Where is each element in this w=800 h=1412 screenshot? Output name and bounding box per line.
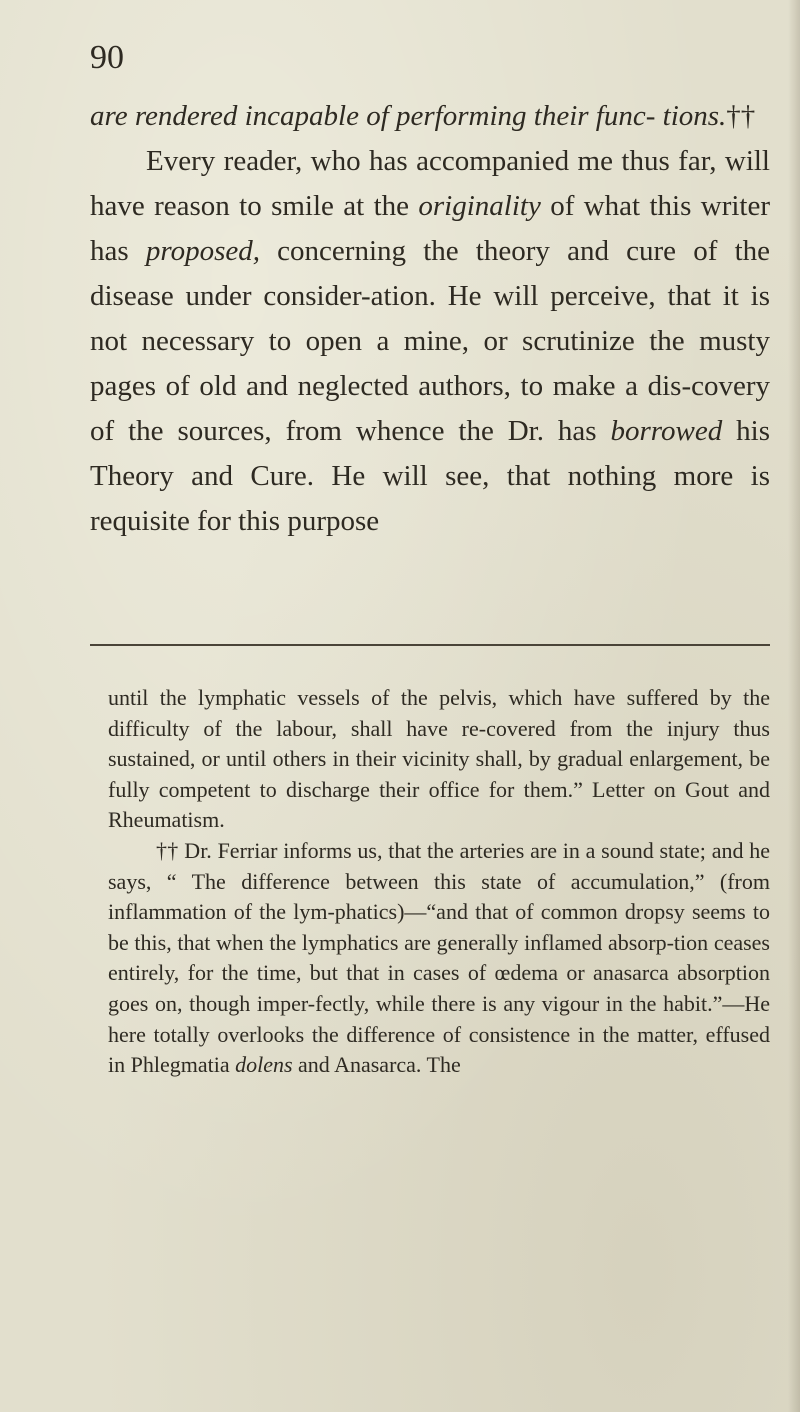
body-text: Every reader, who has accompanied me thus far, will have reason to smile at the [90,145,770,222]
page-edge-shadow [788,0,800,1412]
body-text: his Theory and Cure. He will see, that nothing more is requisite for this purpose [90,415,771,537]
footnote-text: †† Dr. Ferriar informs us, that the arteries are in a sound state; and he says, “ The difference between this state of accumulation,” (from inflammation of the lym-phatics)—“and that of common dropsy seems to be this, that when the lymphatics are generally inflamed absorp-tion ceases entirely, for the time, but that in cases of œdema or anasarca absorption goes on, though imper-fectly, while there is any vigour in the habit.”—He here totally overlooks the difference of consistence in the matter, effused in Phlegmatia [108,837,770,1078]
footnote-paragraph: until the lymphatic vessels of the pelvis, which have suffered by the difficulty of the labour, shall have re-covered from the injury thus sustained, or until others in their vicinity shall, by gradual enlargement, be fully competent to discharge their office for them.” Letter on Gout and Rheumatism. [108,685,770,833]
italic-text: originality [418,190,541,222]
footnote-marker: †† [726,100,756,132]
body-text: of what this writer has [90,190,770,267]
italic-text: tions. [662,100,727,132]
paragraph-continuation [90,94,770,139]
page-number: 90 [90,39,124,76]
footnote-paragraph [108,836,770,1081]
italic-text: dolens [235,1052,293,1078]
italic-text: proposed, [145,235,260,267]
paragraph-body [90,139,770,544]
body-text: concerning the theory and cure of the disease under consider-ation. He will perceive, that it is not necessary to open a mine, or scrutinize the musty pages of old and neglected authors, to make a dis-covery of the sources, from whence the Dr. has [90,235,770,447]
main-text [90,94,770,544]
footnote-divider [90,644,770,646]
footnote-text: and Anasarca. The [292,1052,461,1078]
italic-text: are rendered incapable of performing their func- [90,100,656,132]
footnote-block [108,683,770,1081]
italic-text: borrowed [610,415,723,447]
